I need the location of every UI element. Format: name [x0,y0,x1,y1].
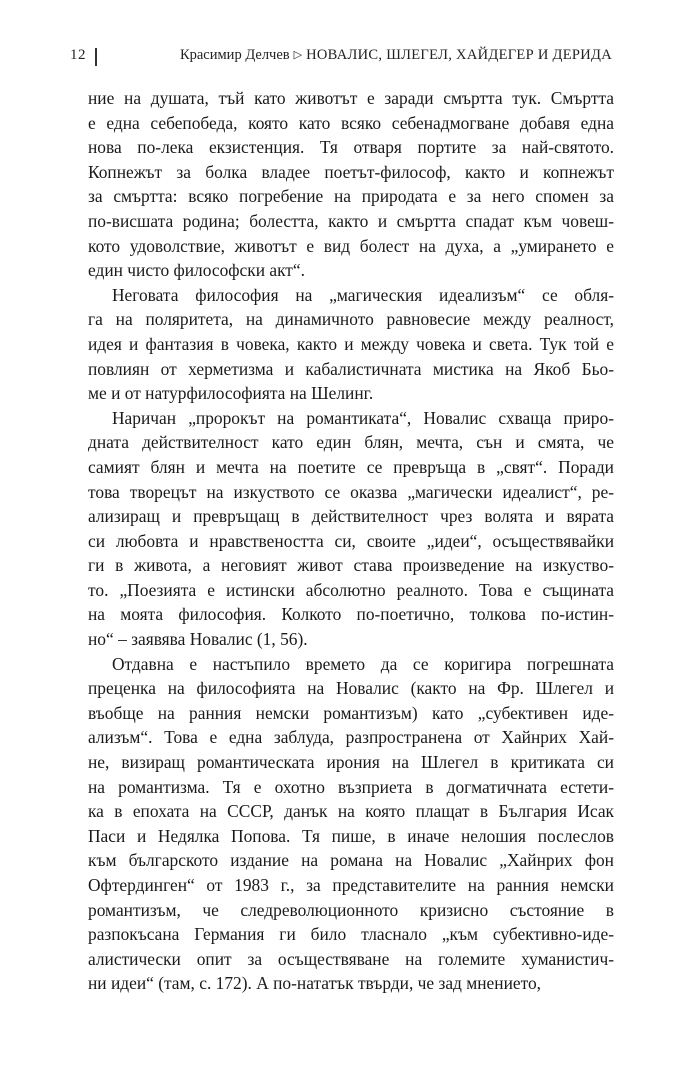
text-line: кото удоволствие, животът е вид болест на духа, а „умирането е [88,235,614,256]
text-line: дната действителност като един блян, мечта, сън и смята, че [88,432,614,453]
text-line: това творецът на изкуството се оказва „магически идеалист“, ре- [88,481,614,502]
paragraph [88,652,614,996]
text-line: ги в живота, а неговият живот става произведение на изкуство- [88,555,614,576]
text-line: Отдавна е настъпило времето да се коригира погрешната [112,653,614,674]
text-line: самият блян и мечта на поетите се превръща в „свят“. Поради [88,456,614,477]
text-line: за смъртта: всяко погребение на природата е за него спомен за [88,186,614,207]
text-line: Наричан „пророкът на романтиката“, Новалис схваща приро- [112,407,614,428]
text-line: но“ – заявява Новалис (1, 56). [88,629,308,650]
page-number-divider [95,48,97,66]
text-line: разпокъсана Германия ги било тласнало „към субективно-иде- [88,924,614,945]
text-line: ализиращ и превръщащ в действителност чрез волята и вярата [88,506,614,527]
text-line: един чисто философски акт“. [88,260,305,281]
text-line: Копнежът за болка владее поетът-философ, както и копнежът [88,161,614,182]
text-line: повлиян от херметизма и кабалистичната мистика на Якоб Бьо- [88,358,614,379]
paragraph [88,86,614,283]
text-line: Паси и Недялка Попова. Тя пише, в иначе нелошия послеслов [88,825,614,846]
header-right [180,47,612,64]
body-text [88,86,614,996]
text-line: Неговата философия на „магическия идеализъм“ се обля- [112,284,614,305]
text-line: романтизъм, че следреволюционното кризисно състояние в [88,899,614,920]
running-header [70,47,612,71]
text-line: е една себепобеда, която като всяко себенадмогване добавя една [88,112,614,133]
triangle-separator-icon: ▷ [293,49,303,61]
text-line: идея и фантазия в човека, както и между човека и света. Тук той е [88,333,614,354]
text-line: то. „Поезията е истински абсолютно реалното. Това е същината [88,579,614,600]
paragraph [88,283,614,406]
text-line: ка в епохата на СССР, данък на която плащат в България Исак [88,801,614,822]
text-line: ние на душата, тъй като животът е заради смъртта тук. Смъртта [88,88,614,108]
text-line: преценка на философията на Новалис (както на Фр. Шлегел и [88,678,614,699]
header-book-title: НОВАЛИС, ШЛЕГЕЛ, ХАЙДЕГЕР И ДЕРИДА [306,47,612,63]
text-line: въобще на ранния немски романтизъм) като „субективен иде- [88,702,614,723]
text-line: по-висшата родина; болестта, както и смъртта спадат към човеш- [88,210,614,231]
paragraph [88,406,614,652]
page-number: 12 [70,47,86,63]
text-line: алистически опит за осъществяване на големите хуманистич- [88,948,614,969]
text-line: на моята философия. Колкото по-поетично, толкова по-истин- [88,604,614,625]
text-line: ализъм“. Това е една заблуда, разпространена от Хайнрих Хай- [88,727,614,748]
text-line: га на поляритета, на динамичното равновесие между реалност, [88,309,614,330]
text-line: нова по-лека екзистенция. Тя отваря портите за най-святото. [88,137,614,158]
text-line: ме и от натурфилософията на Шелинг. [88,383,374,404]
text-line: ни идеи“ (там, с. 172). А по-нататък твърди, че зад мнението, [88,973,542,994]
text-line: си любовта и нравствеността си, своите „идеи“, осъществявайки [88,530,614,551]
text-line: не, визиращ романтическата ирония на Шлегел в критиката си [88,752,614,773]
text-line: към българското издание на романа на Новалис „Хайнрих фон [88,850,614,871]
text-line: Офтердинген“ от 1983 г., за представителите на ранния немски [88,875,614,895]
header-author: Красимир Делчев [179,47,290,63]
text-line: на романтизма. Тя е охотно възприета в догматичната естети- [88,776,614,797]
